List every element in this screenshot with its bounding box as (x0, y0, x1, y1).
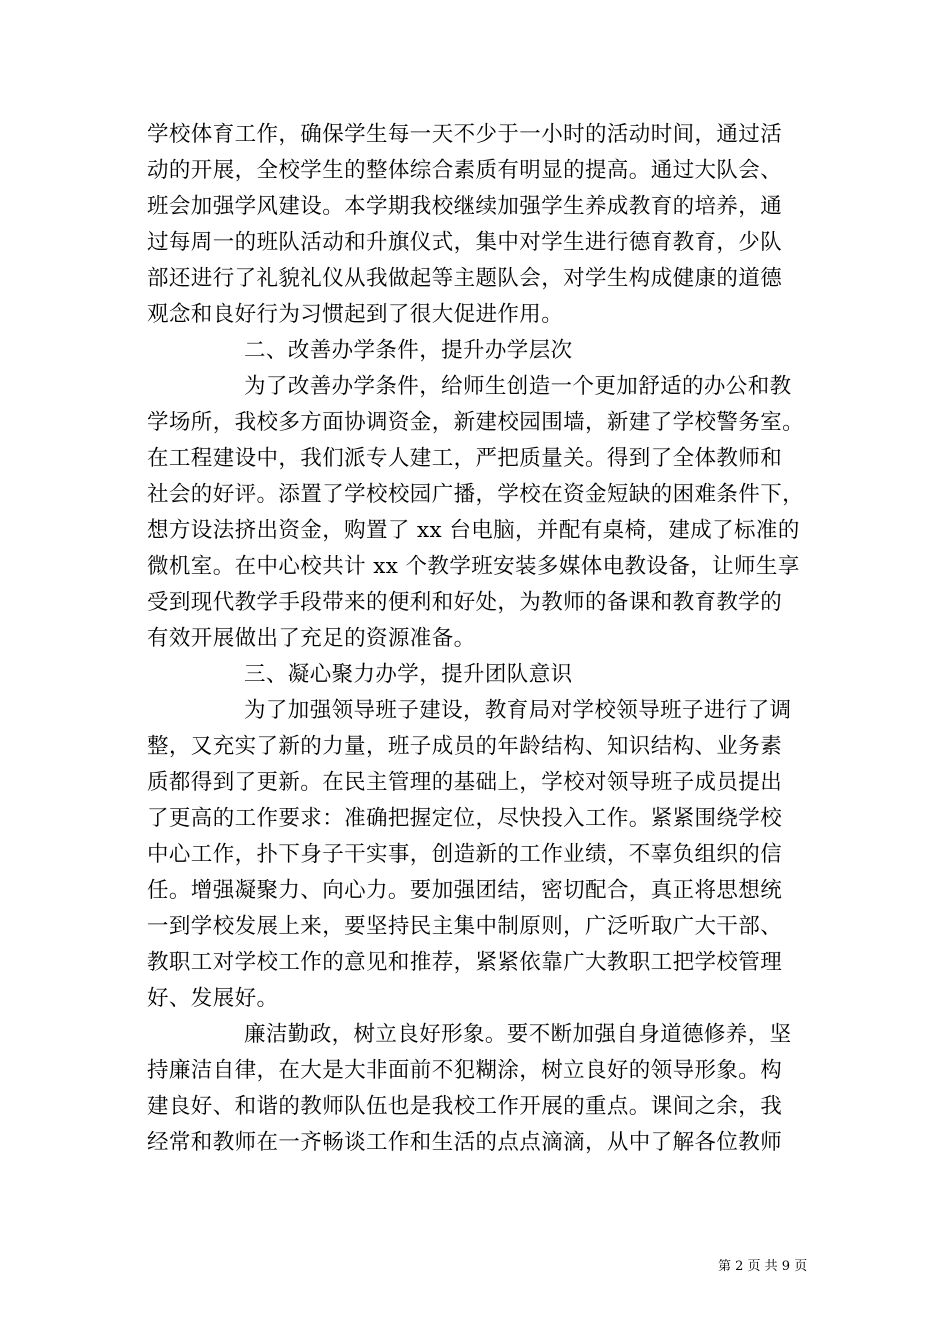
paragraph-line: 整，又充实了新的力量，班子成员的年龄结构、知识结构、业务素 (147, 734, 783, 759)
paragraph-line: 了更高的工作要求：准确把握定位，尽快投入工作。紧紧围绕学校 (147, 806, 783, 831)
paragraph-line: 一到学校发展上来，要坚持民主集中制原则，广泛听取广大干部、 (147, 914, 783, 939)
paragraph-line: 好、发展好。 (147, 986, 279, 1011)
paragraph-line: 为了加强领导班子建设，教育局对学校领导班子进行了调 (244, 698, 792, 723)
section-heading: 三、凝心聚力办学，提升团队意识 (244, 662, 573, 687)
section-heading: 二、改善办学条件，提升办学层次 (244, 338, 573, 363)
paragraph-line: 中心工作，扑下身子干实事，创造新的工作业绩，不辜负组织的信 (147, 842, 783, 867)
paragraph-line: 观念和良好行为习惯起到了很大促进作用。 (147, 302, 564, 327)
paragraph-line: 任。增强凝聚力、向心力。要加强团结，密切配合，真正将思想统 (147, 878, 783, 903)
paragraph-line: 受到现代教学手段带来的便利和好处，为教师的备课和教育教学的 (147, 590, 783, 615)
paragraph-line: 持廉洁自律，在大是大非面前不犯糊涂，树立良好的领导形象。构 (147, 1058, 783, 1083)
paragraph-line: 微机室。在中心校共计 xx 个教学班安装多媒体电教设备，让师生享 (147, 554, 800, 579)
paragraph-line: 学场所，我校多方面协调资金，新建校园围墙，新建了学校警务室。 (147, 410, 805, 435)
page-number-footer: 第 2 页 共 9 页 (718, 1259, 808, 1274)
paragraph-line: 学校体育工作，确保学生每一天不少于一小时的活动时间，通过活 (147, 122, 783, 147)
paragraph-line: 廉洁勤政，树立良好形象。要不断加强自身道德修养，坚 (244, 1022, 792, 1047)
paragraph-line: 建良好、和谐的教师队伍也是我校工作开展的重点。课间之余，我 (147, 1094, 783, 1119)
paragraph-line: 为了改善办学条件，给师生创造一个更加舒适的办公和教 (244, 374, 792, 399)
paragraph-line: 社会的好评。添置了学校校园广播，学校在资金短缺的困难条件下， (147, 482, 805, 507)
paragraph-line: 部还进行了礼貌礼仪从我做起等主题队会，对学生构成健康的道德 (147, 266, 783, 291)
paragraph-line: 在工程建设中，我们派专人建工，严把质量关。得到了全体教师和 (147, 446, 783, 471)
paragraph-line: 想方设法挤出资金，购置了 xx 台电脑，并配有桌椅，建成了标准的 (147, 518, 800, 543)
paragraph-line: 质都得到了更新。在民主管理的基础上，学校对领导班子成员提出 (147, 770, 783, 795)
paragraph-line: 动的开展，全校学生的整体综合素质有明显的提高。通过大队会、 (147, 158, 783, 183)
paragraph-line: 经常和教师在一齐畅谈工作和生活的点点滴滴，从中了解各位教师 (147, 1130, 783, 1155)
paragraph-line: 过每周一的班队活动和升旗仪式，集中对学生进行德育教育，少队 (147, 230, 783, 255)
paragraph-line: 教职工对学校工作的意见和推荐，紧紧依靠广大教职工把学校管理 (147, 950, 783, 975)
paragraph-line: 班会加强学风建设。本学期我校继续加强学生养成教育的培养，通 (147, 194, 783, 219)
paragraph-line: 有效开展做出了充足的资源准备。 (147, 626, 476, 651)
